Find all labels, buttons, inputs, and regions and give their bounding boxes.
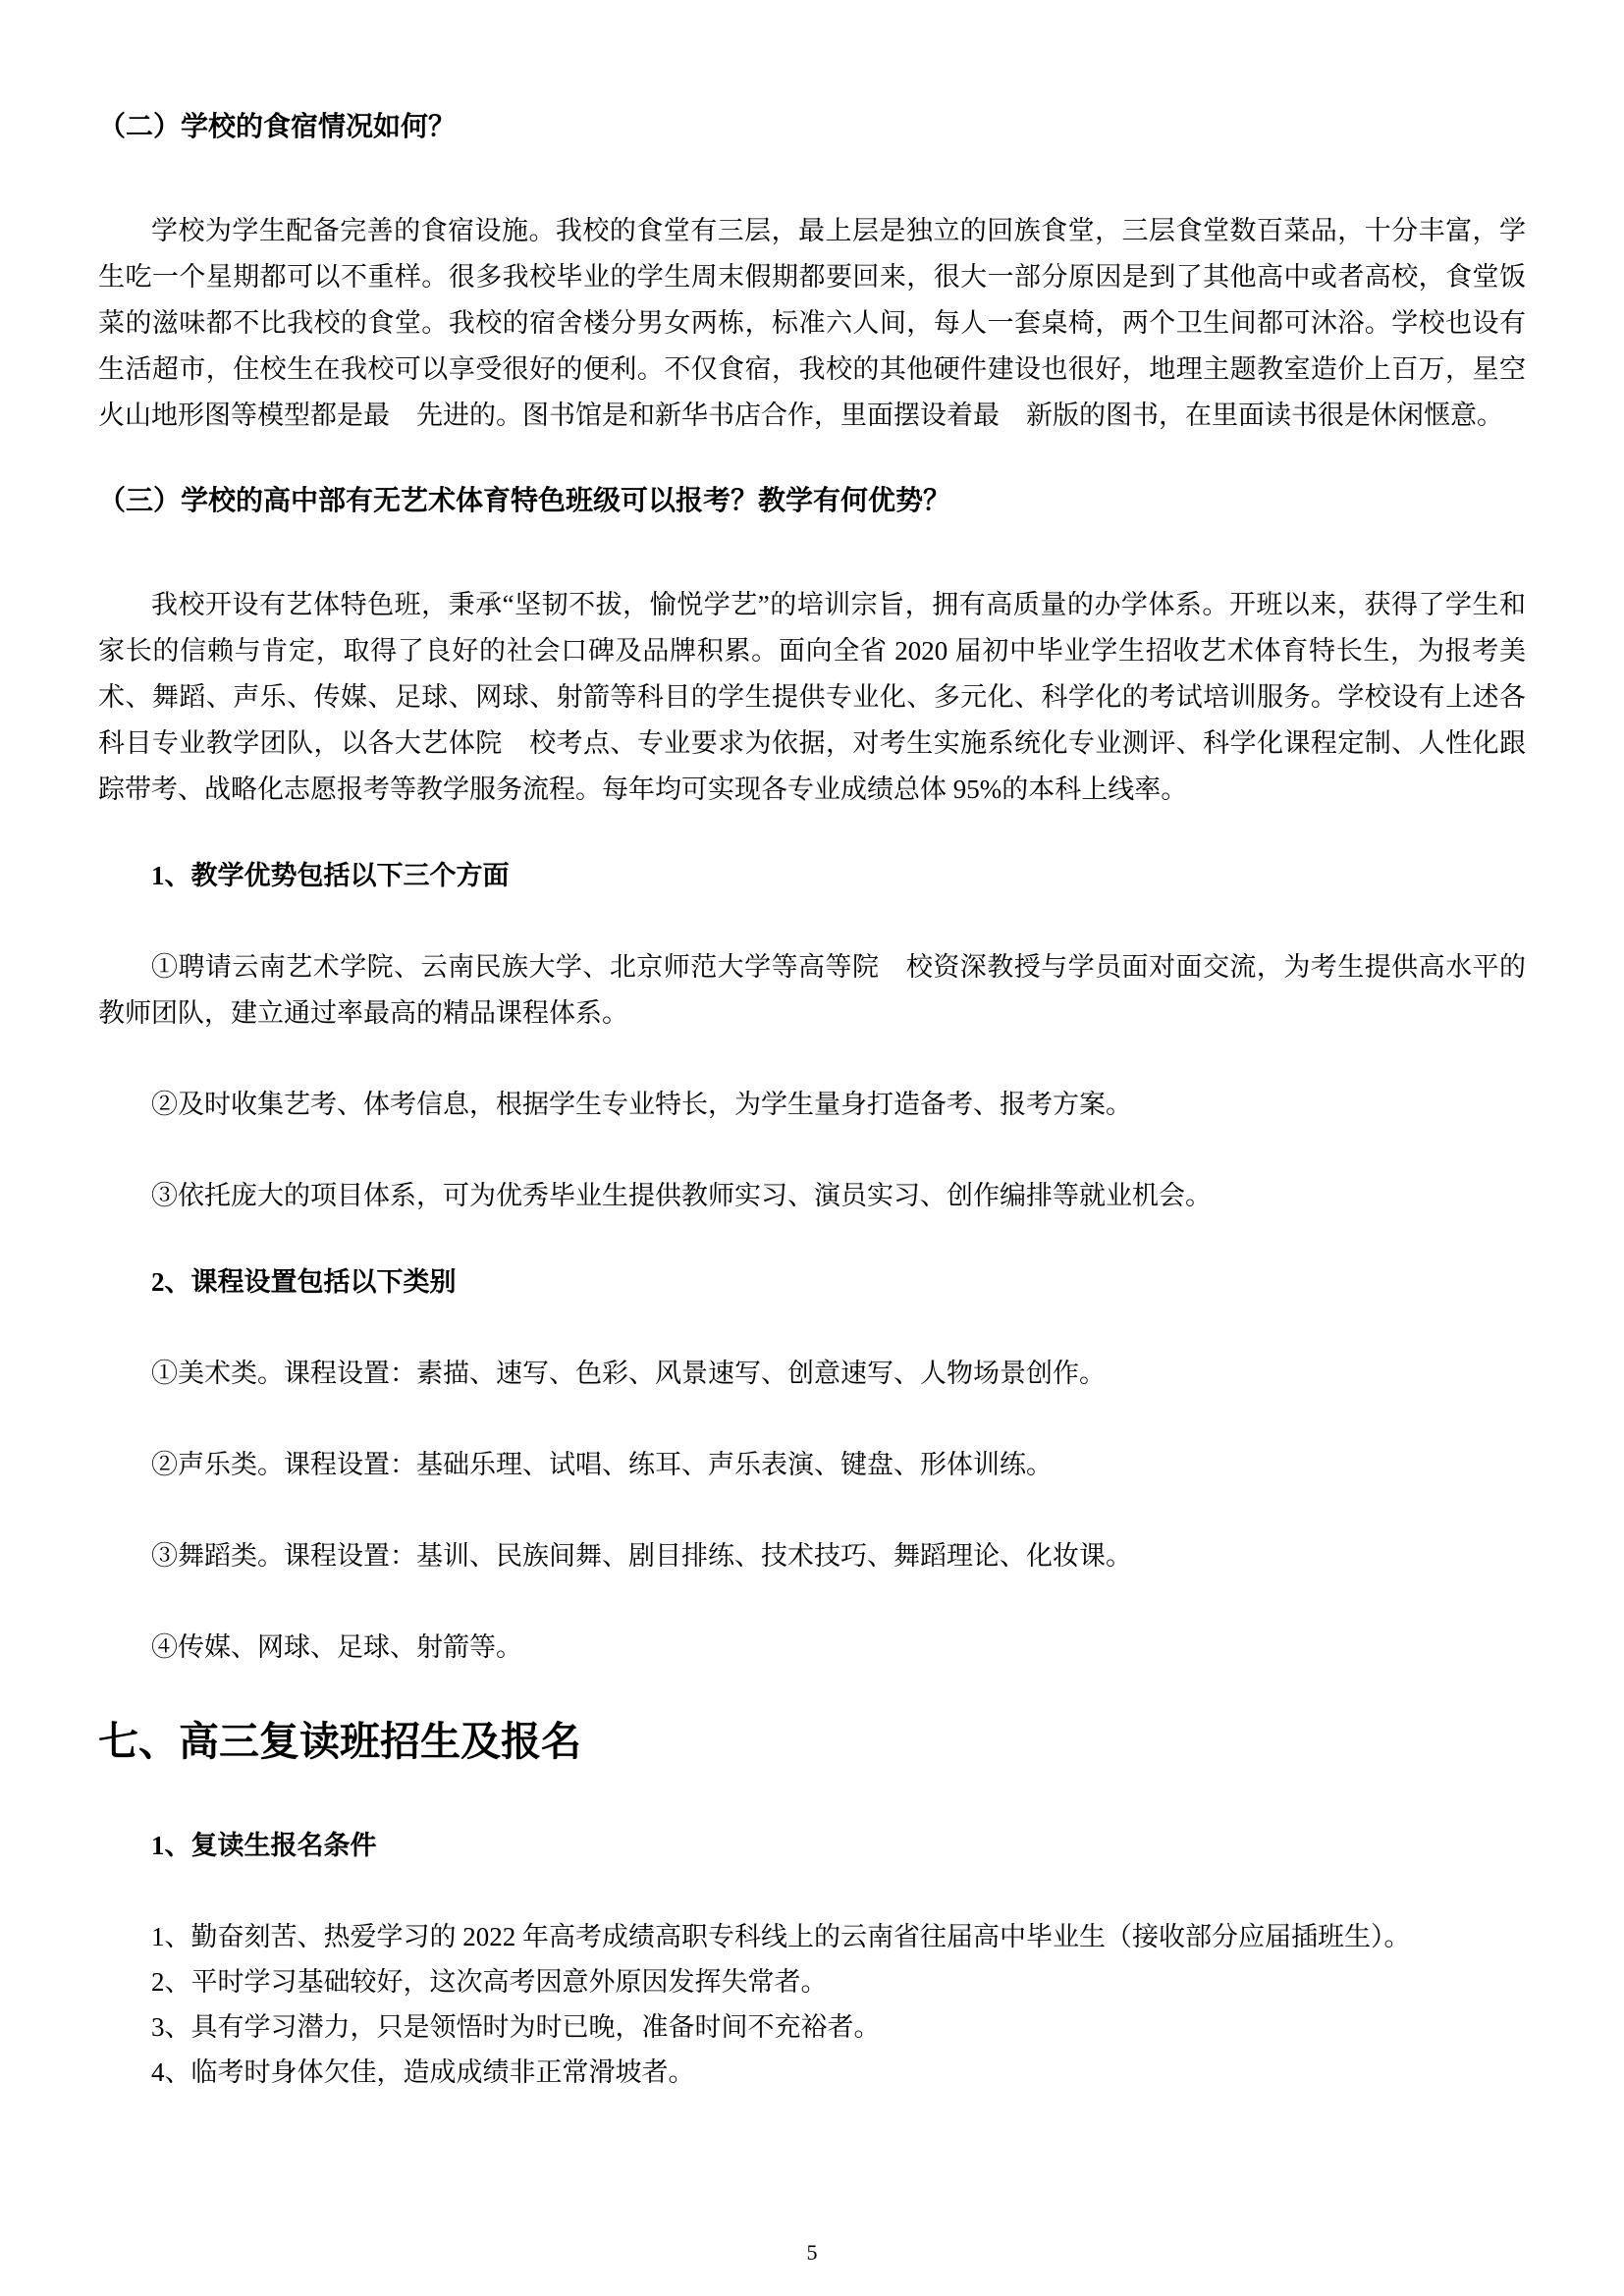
paragraph-boarding-answer: 学校为学生配备完善的食宿设施。我校的食堂有三层，最上层是独立的回族食堂，三层食堂数百菜品，十分丰富，学生吃一个星期都可以不重样。很多我校毕业的学生周末假期都要回来，很大一部分原因是到了其他高中或者高校，食堂饭菜的滋味都不比我校的食堂。我校的宿舍楼分男女两栋，标准六人间，每人一套桌椅，两个卫生间都可沐浴。学校也设有生活超市，住校生在我校可以享受很好的便利。不仅食宿，我校的其他硬件建设也很好，地理主题教室造价上百万，星空火山地形图等模型都是最 先进的。图书馆是和新华书店合作，里面摆设着最 新版的图书，在里面读书很是休闲惬意。 bbox=[98, 216, 1526, 430]
list-item-course-art: ①美术类。课程设置：素描、速写、色彩、风景速写、创意速写、人物场景创作。 bbox=[151, 1359, 1106, 1388]
subheading-teaching-advantages: 1、教学优势包括以下三个方面 bbox=[151, 861, 510, 890]
section-heading-repeat-class: 七、高三复读班招生及报名 bbox=[98, 1719, 581, 1764]
list-item-condition-4: 4、临考时身体欠佳，造成成绩非正常滑坡者。 bbox=[151, 2057, 695, 2087]
list-item-teaching-2: ②及时收集艺考、体考信息，根据学生专业特长，为学生量身打造备考、报考方案。 bbox=[151, 1090, 1132, 1119]
list-item-course-vocal: ②声乐类。课程设置：基础乐理、试唱、练耳、声乐表演、键盘、形体训练。 bbox=[151, 1450, 1053, 1479]
page-number: 5 bbox=[806, 2240, 818, 2265]
list-item-condition-1: 1、勤奋刻苦、热爱学习的 2022 年高考成绩高职专科线上的云南省往届高中毕业生（接收部分应届插班生）。 bbox=[151, 1922, 1411, 1951]
list-item-teaching-1: ①聘请云南艺术学院、云南民族大学、北京师范大学等高等院 校资深教授与学员面对面交流，为考生提供高水平的教师团队，建立通过率最高的精品课程体系。 bbox=[98, 952, 1526, 1028]
question-heading-boarding: （二）学校的食宿情况如何？ bbox=[98, 112, 457, 142]
list-item-condition-3: 3、具有学习潜力，只是领悟时为时已晚，准备时间不充裕者。 bbox=[151, 2012, 881, 2042]
paragraph-art-sports-answer: 我校开设有艺体特色班，秉承“坚韧不拔，愉悦学艺”的培训宗旨，拥有高质量的办学体系。开班以来，获得了学生和家长的信赖与肯定，取得了良好的社会口碑及品牌积累。面向全省 2020 届初中毕业学生招收艺术体育特长生，为报考美术、舞蹈、声乐、传媒、足球、网球、射箭等科目的学生提供专业化、多元化、科学化的考试培训服务。学校设有上述各科目专业教学团队，以各大艺体院 校考点、专业要求为依据，对考生实施系统化专业测评、科学化课程定制、人性化跟踪带考、战略化志愿报考等教学服务流程。每年均可实现各专业成绩总体 95%的本科上线率。 bbox=[98, 590, 1526, 804]
list-item-course-other: ④传媒、网球、足球、射箭等。 bbox=[151, 1632, 522, 1662]
list-item-course-dance: ③舞蹈类。课程设置：基训、民族间舞、剧目排练、技术技巧、舞蹈理论、化妆课。 bbox=[151, 1541, 1132, 1571]
subheading-repeat-conditions: 1、复读生报名条件 bbox=[151, 1831, 377, 1860]
list-item-condition-2: 2、平时学习基础较好，这次高考因意外原因发挥失常者。 bbox=[151, 1967, 828, 1997]
list-item-teaching-3: ③依托庞大的项目体系，可为优秀毕业生提供教师实习、演员实习、创作编排等就业机会。 bbox=[151, 1181, 1212, 1210]
subheading-course-categories: 2、课程设置包括以下类别 bbox=[151, 1267, 457, 1297]
question-heading-art-sports-class: （三）学校的高中部有无艺术体育特色班级可以报考？教学有何优势？ bbox=[98, 486, 951, 516]
